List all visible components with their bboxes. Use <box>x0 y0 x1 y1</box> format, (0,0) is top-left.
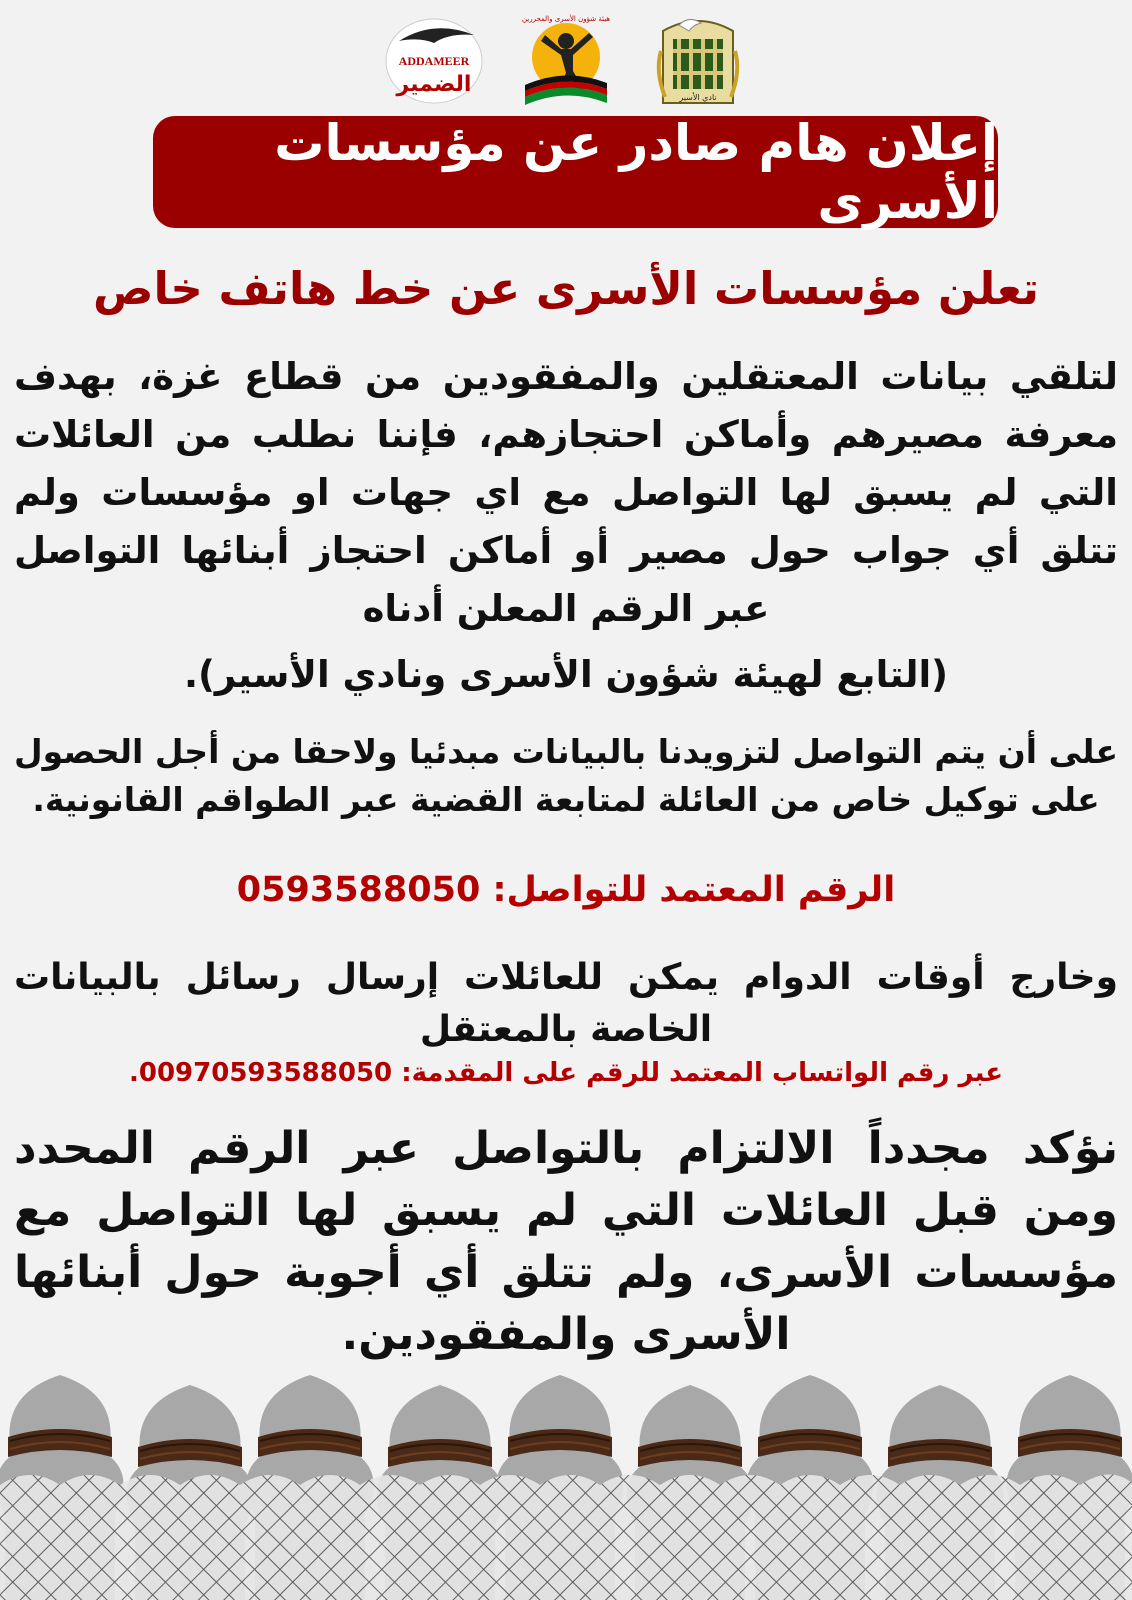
paragraph-4: نؤكد مجدداً الالتزام بالتواصل عبر الرقم المحدد ومن قبل العائلات التي لم يسبق لها التواصل مع مؤسسات الأسرى، ولم تتلق أي أجوبة حول أبنائها الأسرى والمفقودين. <box>14 1123 1118 1360</box>
prisoners-club-logo <box>643 11 753 111</box>
paragraph-3: وخارج أوقات الدوام يمكن للعائلات إرسال رسائل بالبيانات الخاصة بالمعتقل <box>14 957 1118 1050</box>
announcement-banner <box>153 116 998 228</box>
paragraph-2: على أن يتم التواصل لتزويدنا بالبيانات مبدئيا ولاحقا من أجل الحصول على توكيل خاص من العائلة لمتابعة القضية عبر الطواقم القانونية. <box>14 732 1118 819</box>
paragraph-1-paren: (التابع لهيئة شؤون الأسرى ونادي الأسير). <box>183 653 949 696</box>
addameer-latin-text: ADDAMEER <box>398 54 470 68</box>
whatsapp-line: عبر رقم الواتساب المعتمد للرقم على المقدمة: 00970593588050. <box>128 1058 1004 1088</box>
banner-title: إعلان هام صادر عن مؤسسات الأسرى <box>274 114 998 230</box>
addameer-logo <box>379 11 489 111</box>
blindfolded-prisoners-illustration <box>0 1365 1132 1600</box>
headline: تعلن مؤسسات الأسرى عن خط هاتف خاص <box>92 262 1040 315</box>
addameer-arabic-text: الضمير <box>396 72 472 97</box>
paragraph-1-text: لتلقي بيانات المعتقلين والمفقودين من قطاع غزة، بهدف معرفة مصيرهم وأماكن احتجازهم، فإننا نطلب من العائلات التي لم يسبق لها التواصل مع اي جهات او مؤسسات ولم تتلق أي جواب حول مصير أو أماكن احتجاز أبنائها التواصل عبر الرقم المعلن أدناه <box>14 355 1118 630</box>
club-caption: نادي الأسير <box>679 93 717 102</box>
paragraph-1 <box>14 348 1118 704</box>
commission-caption: هيئة شؤون الأسرى والمحررين <box>521 15 611 23</box>
commission-logo <box>511 11 621 111</box>
contact-number-line: الرقم المعتمد للتواصل: 0593588050 <box>236 870 896 910</box>
logos-row <box>0 8 1132 114</box>
